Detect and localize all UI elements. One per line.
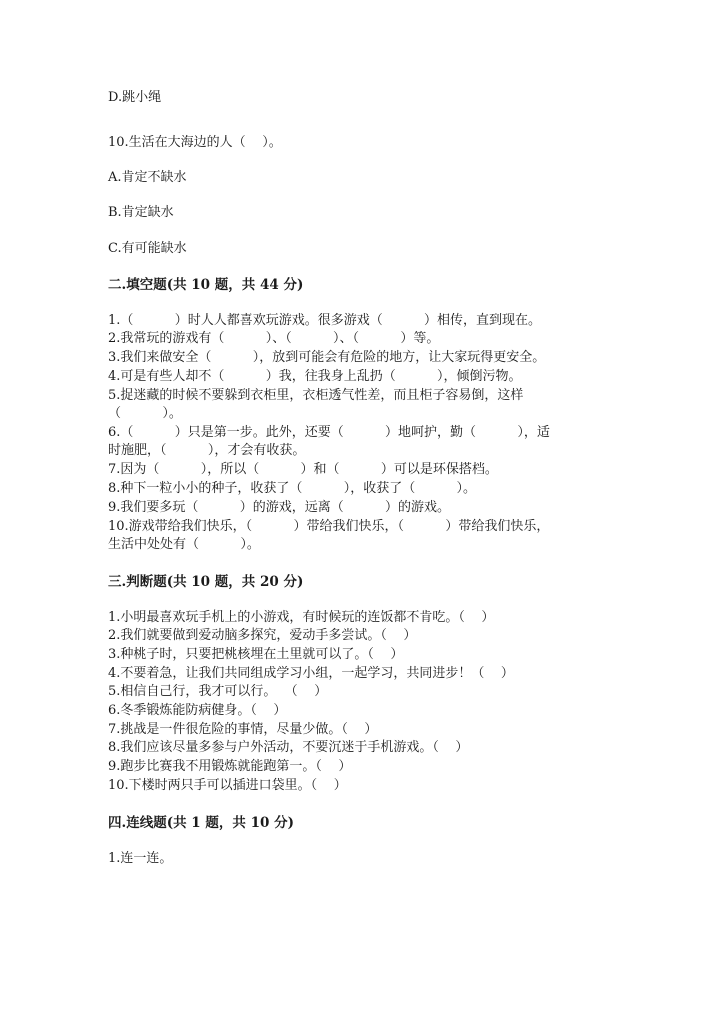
fill-line: 3.我们来做安全（ ），放到可能会有危险的地方，让大家玩得更安全。 <box>108 350 546 365</box>
q10-option-c: C.有可能缺水 <box>108 241 187 256</box>
judge-line: 6.冬季锻炼能防病健身。（ ） <box>108 703 287 718</box>
q9-option-d: D.跳小绳 <box>108 90 162 105</box>
fill-line: 1.（ ）时人人都喜欢玩游戏。很多游戏（ ）相传，直到现在。 <box>108 313 542 328</box>
judge-line: 2.我们就要做到爱动脑多探究，爱动手多尝试。（ ） <box>108 628 417 643</box>
q10-stem: 10.生活在大海边的人（ ）。 <box>108 135 282 150</box>
match-line: 1.连一连。 <box>108 851 173 866</box>
judge-line: 7.挑战是一件很危险的事情，尽量少做。（ ） <box>108 722 378 737</box>
section3-title: 三.判断题(共 10 题，共 20 分) <box>108 574 304 590</box>
fill-line: 8.种下一粒小小的种子，收获了（ ），收获了（ ）。 <box>108 481 477 496</box>
judge-line: 10.下楼时两只手可以插进口袋里。（ ） <box>108 778 347 793</box>
fill-line: 6.（ ）只是第一步。此外，还要（ ）地呵护，勤（ ），适 <box>108 425 550 440</box>
judge-line: 5.相信自己行，我才可以行。 （ ） <box>108 684 328 699</box>
fill-line: 7.因为（ ），所以（ ）和（ ）可以是环保搭档。 <box>108 462 498 477</box>
section4-title: 四.连线题(共 1 题，共 10 分) <box>108 815 294 831</box>
judge-line: 8.我们应该尽量多参与户外活动，不要沉迷于手机游戏。（ ） <box>108 740 469 755</box>
fill-line: 9.我们要多玩（ ）的游戏，远离（ ）的游戏。 <box>108 500 451 515</box>
fill-line: 生活中处处有（ ）。 <box>108 537 260 552</box>
judge-line: 3.种桃子时，只要把桃核埋在土里就可以了。（ ） <box>108 647 404 662</box>
judge-line: 4.不要着急，让我们共同组成学习小组，一起学习，共同进步！（ ） <box>108 666 514 681</box>
fill-line: 时施肥，（ ），才会有收获。 <box>108 443 306 458</box>
fill-line: 2.我常玩的游戏有（ ）、（ ）、（ ）等。 <box>108 331 440 346</box>
q10-option-b: B.肯定缺水 <box>108 205 174 220</box>
judge-line: 1.小明最喜欢玩手机上的小游戏，有时候玩的连饭都不肯吃。（ ） <box>108 610 495 625</box>
fill-line: 5.捉迷藏的时候不要躲到衣柜里，衣柜透气性差，而且柜子容易倒，这样 <box>108 388 524 403</box>
fill-line: 4.可是有些人却不（ ）我，往我身上乱扔（ ），倾倒污物。 <box>108 369 522 384</box>
fill-line: （ ）。 <box>108 406 182 421</box>
judge-line: 9.跑步比赛我不用锻炼就能跑第一。（ ） <box>108 759 352 774</box>
section2-title: 二.填空题(共 10 题，共 44 分) <box>108 277 304 293</box>
q10-option-a: A.肯定不缺水 <box>108 170 187 185</box>
fill-line: 10.游戏带给我们快乐，（ ）带给我们快乐，（ ）带给我们快乐， <box>108 519 550 534</box>
